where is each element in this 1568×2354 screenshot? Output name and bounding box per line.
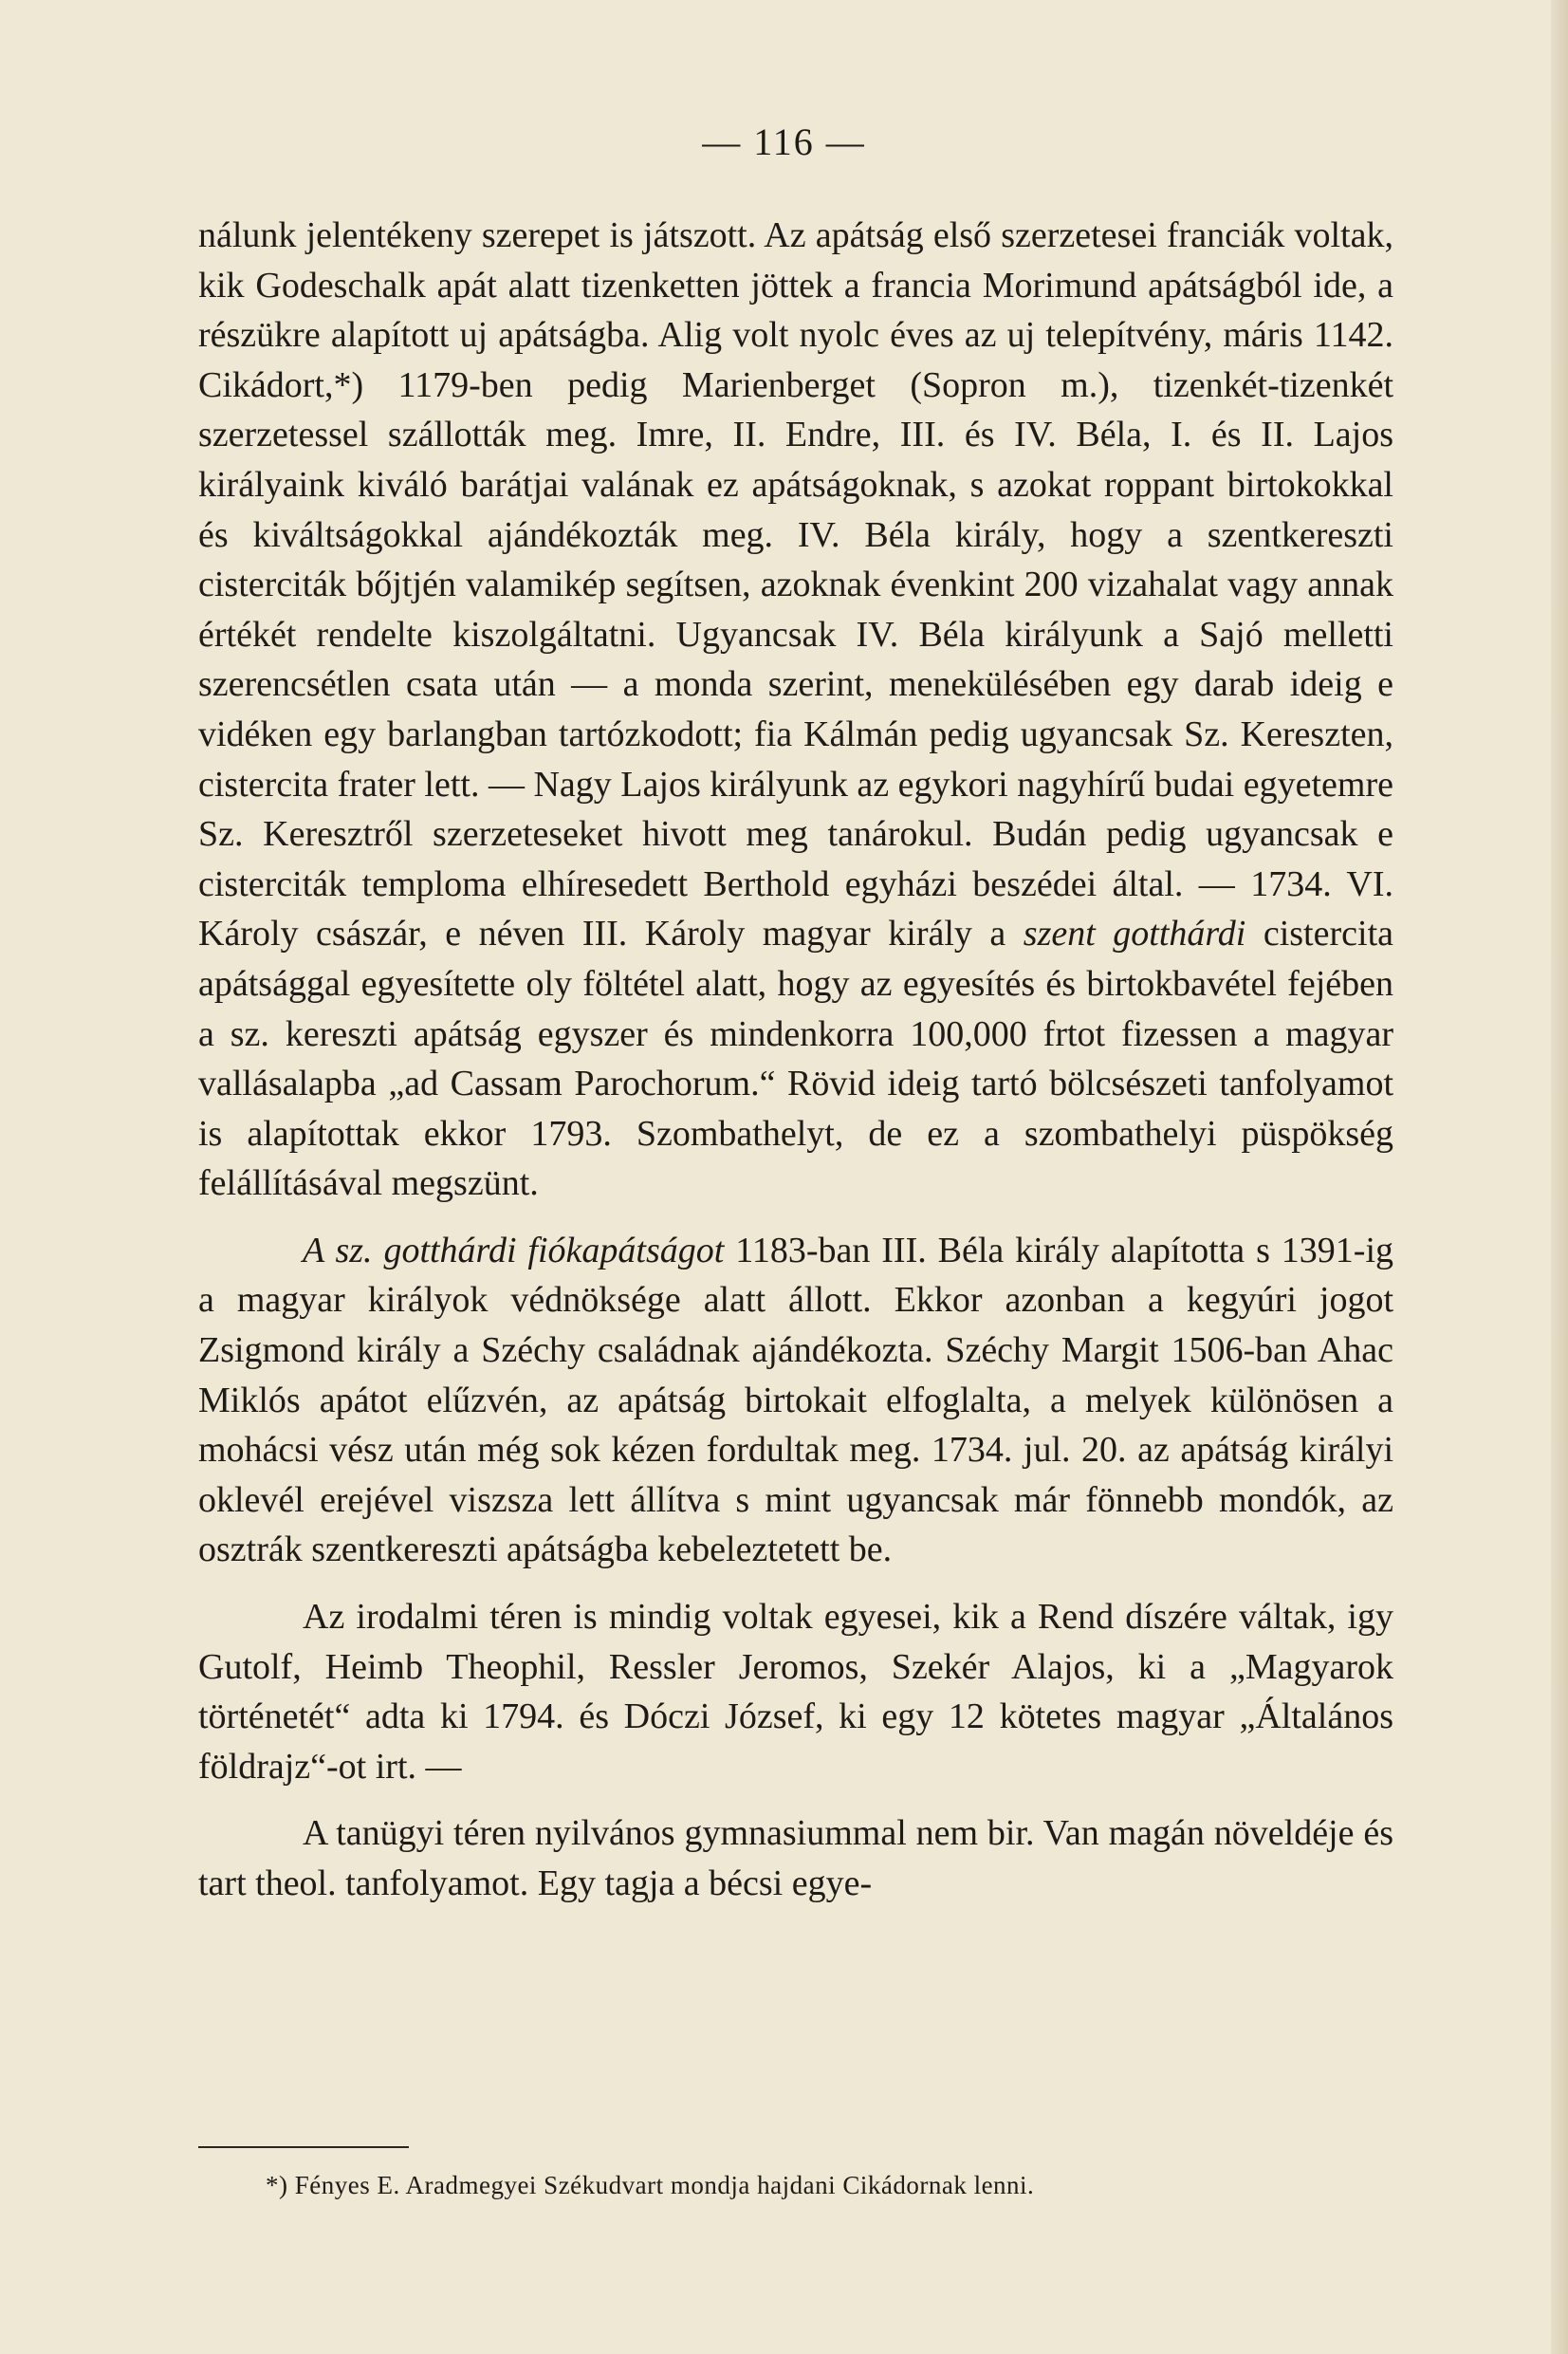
paragraph-2 [198, 1226, 1393, 1575]
paragraph-2-emphasis: A sz. gotthárdi fiókapátságot [303, 1230, 725, 1270]
paragraph-3: Az irodalmi téren is mindig voltak egyesei, kik a Rend díszére váltak, igy Gutolf, Heimb Theophil, Ressler Jeromos, Szekér Alajos, ki a „Magyarok történetét“ adta ki 1794. és Dóczi József, ki egy 12 kötetes magyar „Általános földrajz“-ot irt. — [198, 1597, 1393, 1787]
paragraph-1-emphasis: szent gotthárdi [1023, 914, 1246, 955]
paragraph-1-text-after: cistercita apátsággal egyesítette oly föltétel alatt, hogy az egyesítés és birtokbavétel fejében a sz. kereszti apátság egyszer és mindenkorra 100,000 frtot fizessen a magyar vallásalapba „ad Cassam Parochorum.“ Rövid ideig tartó bölcsészeti tanfolyamot is alapítottak ekkor 1793. Szombathelyt, de ez a szombathelyi püspökség felállításával megszünt. [198, 914, 1393, 1204]
paragraph-1 [198, 211, 1393, 1209]
page-edge [1551, 0, 1568, 2354]
page-number: — 116 — [702, 120, 866, 163]
paragraph-1-text: nálunk jelentékeny szerepet is játszott. Az apátság első szerzetesei franciák voltak, kik Godeschalk apát alatt tizenketten jöttek a francia Morimund apátságból ide, a részükre alapított uj apátságba. Alig volt nyolc éves az uj telepítvény, máris 1142. Cikádort,*) 1179-ben pedig Marienberget (Sopron m.), tizenkét-tizenkét szerzetessel szállották meg. Imre, II. Endre, III. és IV. Béla, I. és II. Lajos királyaink kiváló barátjai valának ez apátságoknak, s azokat roppant birtokokkal és kiváltságokkal ajándékozták meg. IV. Béla király, hogy a szentkereszti cisterciták bőjtjén valamikép segítsen, azoknak évenkint 200 vizahalat vagy annak értékét rendelte kiszolgáltatni. Ugyancsak IV. Béla királyunk a Sajó melletti szerencsétlen csata után — a monda szerint, menekülésében egy darab ideig e vidéken egy barlangban tartózkodott; fia Kálmán pedig ugyancsak Sz. Kereszten, cistercita frater lett. — Nagy Lajos királyunk az egykori nagyhírű budai egyetemre Sz. Keresztről szerzeteseket hivott meg tanárokul. Budán pedig ugyancsak e cisterciták temploma elhíresedett Berthold egyházi beszédei által. — 1734. VI. Károly császár, e néven III. Károly magyar király a [198, 215, 1393, 955]
paragraph-2-text-after: 1183-ban III. Béla király alapította s 1391-ig a magyar királyok védnöksége alatt állott. Ekkor azonban a kegyúri jogot Zsigmond király a Széchy családnak ajándékozta. Széchy Margit 1506-ban Ahac Miklós apátot elűzvén, az apátság birtokait elfoglalta, a melyek különösen a mohácsi vész után még sok kézen fordultak meg. 1734. jul. 20. az apátság királyi oklevél erejével viszsza lett állítva s mint ugyancsak már fönnebb mondók, az osztrák szentkereszti apátságba kebeleztetett be. [198, 1230, 1393, 1570]
paragraph-4: A tanügyi téren nyilvános gymnasiummal nem bir. Van magán növeldéje és tart theol. tanfolyamot. Egy tagja a bécsi egye- [198, 1813, 1393, 1903]
footnote: *) Fényes E. Aradmegyei Székudvart mondja hajdani Cikádornak lenni. [266, 2171, 1035, 2199]
footnote-divider [198, 2146, 409, 2148]
main-text [198, 211, 1393, 1909]
